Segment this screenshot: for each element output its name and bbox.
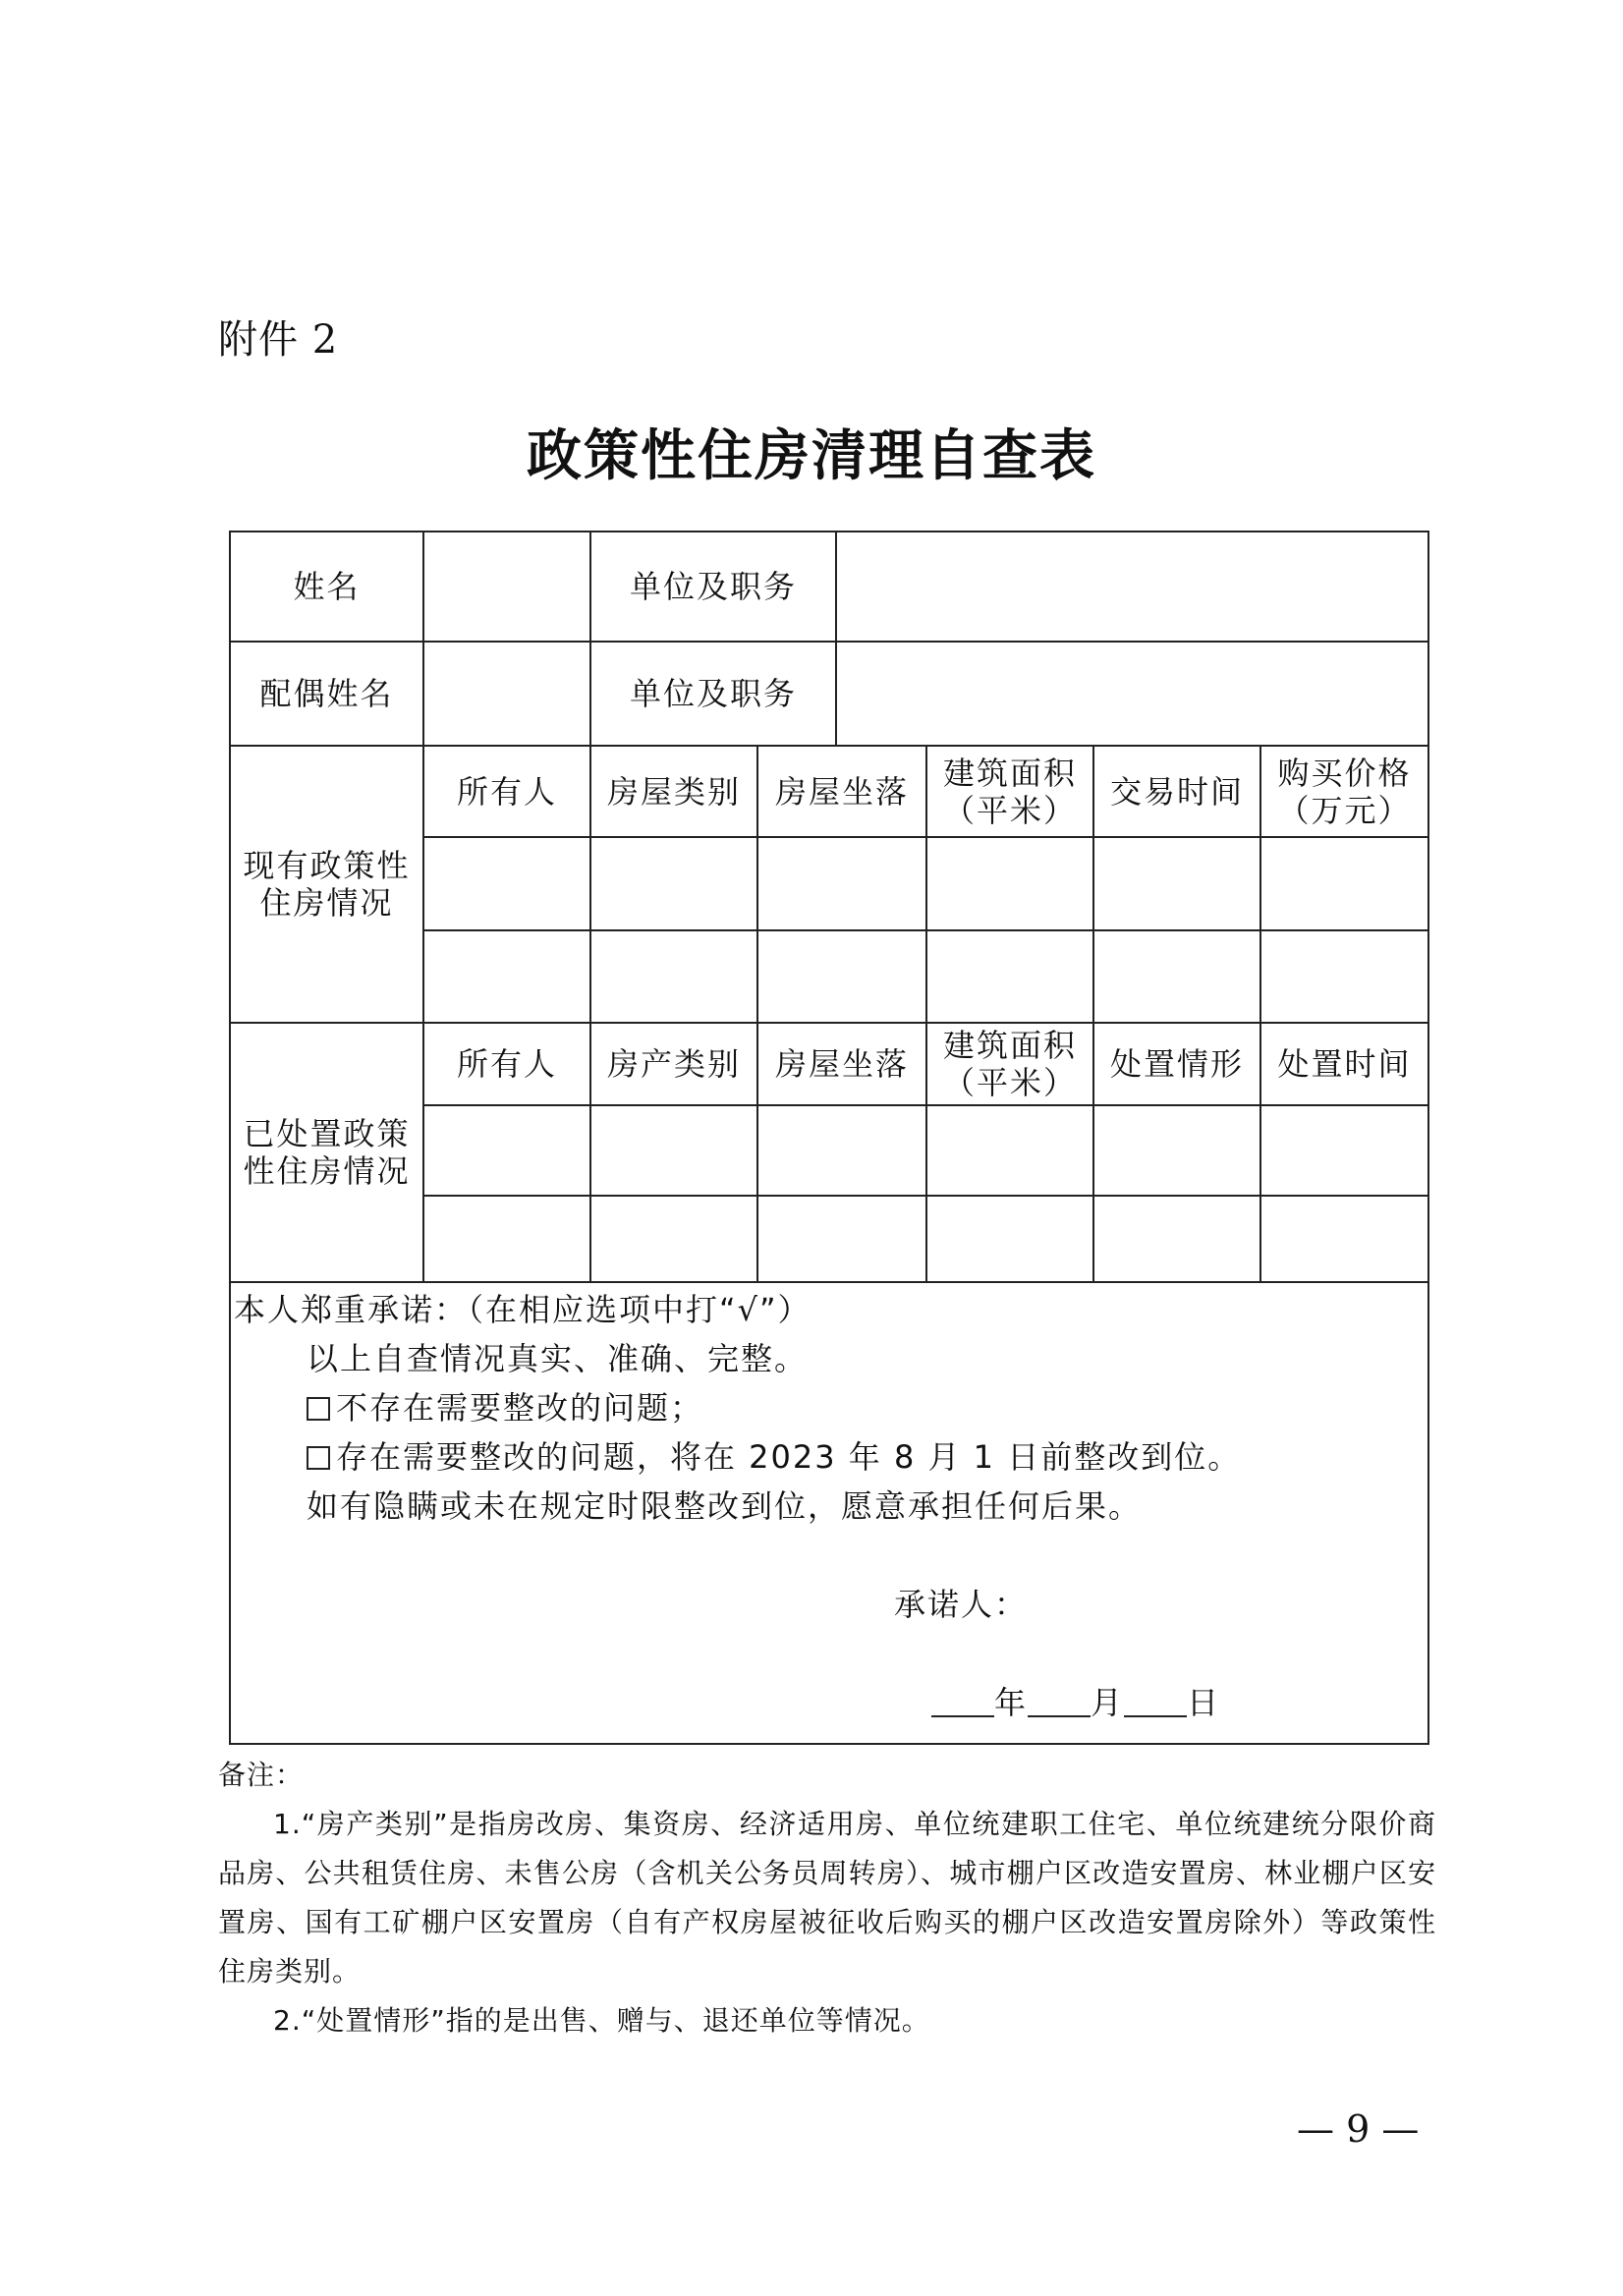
current-housing-label-line2: 住房情况 [259,884,394,922]
disposed-housing-label-line2: 性住房情况 [243,1152,411,1190]
disposed-col-area-title: 建筑面积 [942,1027,1077,1064]
note-2: 2.“处置情形”指的是出售、赠与、退还单位等情况。 [273,2004,930,2037]
day-label: 日 [1187,1684,1221,1721]
current-housing-section-label [231,747,422,1022]
promise-option-no-issue [307,1383,703,1428]
page-title: 政策性住房清理自查表 [527,423,1096,488]
disposed-housing-label-line1: 已处置政策 [243,1115,411,1152]
option-no-issue-text: 不存在需要整改的问题； [336,1389,704,1427]
spouse-name-field[interactable] [424,643,589,745]
checkbox-has-issue[interactable] [307,1446,330,1470]
notes-title: 备注： [218,1759,305,1791]
spouse-unit-position-label: 单位及职务 [629,675,797,712]
day-blank[interactable] [1124,1686,1187,1717]
disposed-col-area [927,1024,1092,1104]
disposed-col-owner: 所有人 [456,1045,557,1083]
current-col-area [927,747,1092,836]
promise-line-accurate: 以上自查情况真实、准确、完整。 [307,1340,809,1377]
current-col-location: 房屋坐落 [774,772,909,811]
current-col-price-unit: （万元） [1277,791,1412,829]
checkbox-no-issue[interactable] [307,1397,330,1421]
current-col-owner: 所有人 [456,772,557,811]
promise-option-has-issue [307,1432,1241,1478]
promise-heading: 本人郑重承诺：（在相应选项中打“√”） [234,1291,812,1328]
option-has-issue-text: 存在需要整改的问题，将在 2023 年 8 月 1 日前整改到位。 [336,1438,1242,1476]
disposed-housing-section-label [231,1024,422,1281]
disposed-col-property-type: 房产类别 [606,1045,741,1083]
table-divider [229,1281,1429,1283]
year-blank[interactable] [931,1686,994,1717]
date-line [931,1678,1220,1723]
current-col-price-title: 购买价格 [1277,754,1412,792]
unit-position-field[interactable] [837,532,1427,641]
unit-position-label: 单位及职务 [629,568,797,605]
month-blank[interactable] [1028,1686,1091,1717]
current-col-price [1261,747,1427,836]
disposed-col-area-unit: （平米） [942,1064,1077,1101]
current-col-area-unit: （平米） [942,791,1077,829]
name-label: 姓名 [293,568,361,605]
month-label: 月 [1091,1684,1125,1721]
year-label: 年 [994,1684,1029,1721]
name-field[interactable] [424,532,589,641]
current-col-trade-time: 交易时间 [1109,772,1244,811]
disposed-col-disposal-time: 处置时间 [1277,1045,1412,1083]
attachment-label: 附件 2 [218,317,339,363]
current-housing-label-line1: 现有政策性 [243,847,411,884]
spouse-unit-position-field[interactable] [837,643,1427,745]
disposed-col-disposal-type: 处置情形 [1109,1045,1244,1083]
current-col-area-title: 建筑面积 [942,754,1077,792]
note-1: 1.“房产类别”是指房改房、集资房、经济适用房、单位统建职工住宅、单位统建统分限价商品房、公共租赁住房、未售公房（含机关公务员周转房）、城市棚户区改造安置房、林业棚户区安置房、国有工矿棚户区安置房（自有产权房屋被征收后购买的棚户区改造安置房除外）等政策性住房类别。 [218,1808,1436,1988]
current-col-house-type: 房屋类别 [606,772,741,811]
disposed-col-location: 房屋坐落 [774,1045,909,1083]
signer-label: 承诺人： [894,1586,1029,1623]
page-number: — 9 — [1297,2107,1420,2151]
promise-line-consequence: 如有隐瞒或未在规定时限整改到位，愿意承担任何后果。 [307,1487,1143,1525]
spouse-name-label: 配偶姓名 [259,675,394,712]
